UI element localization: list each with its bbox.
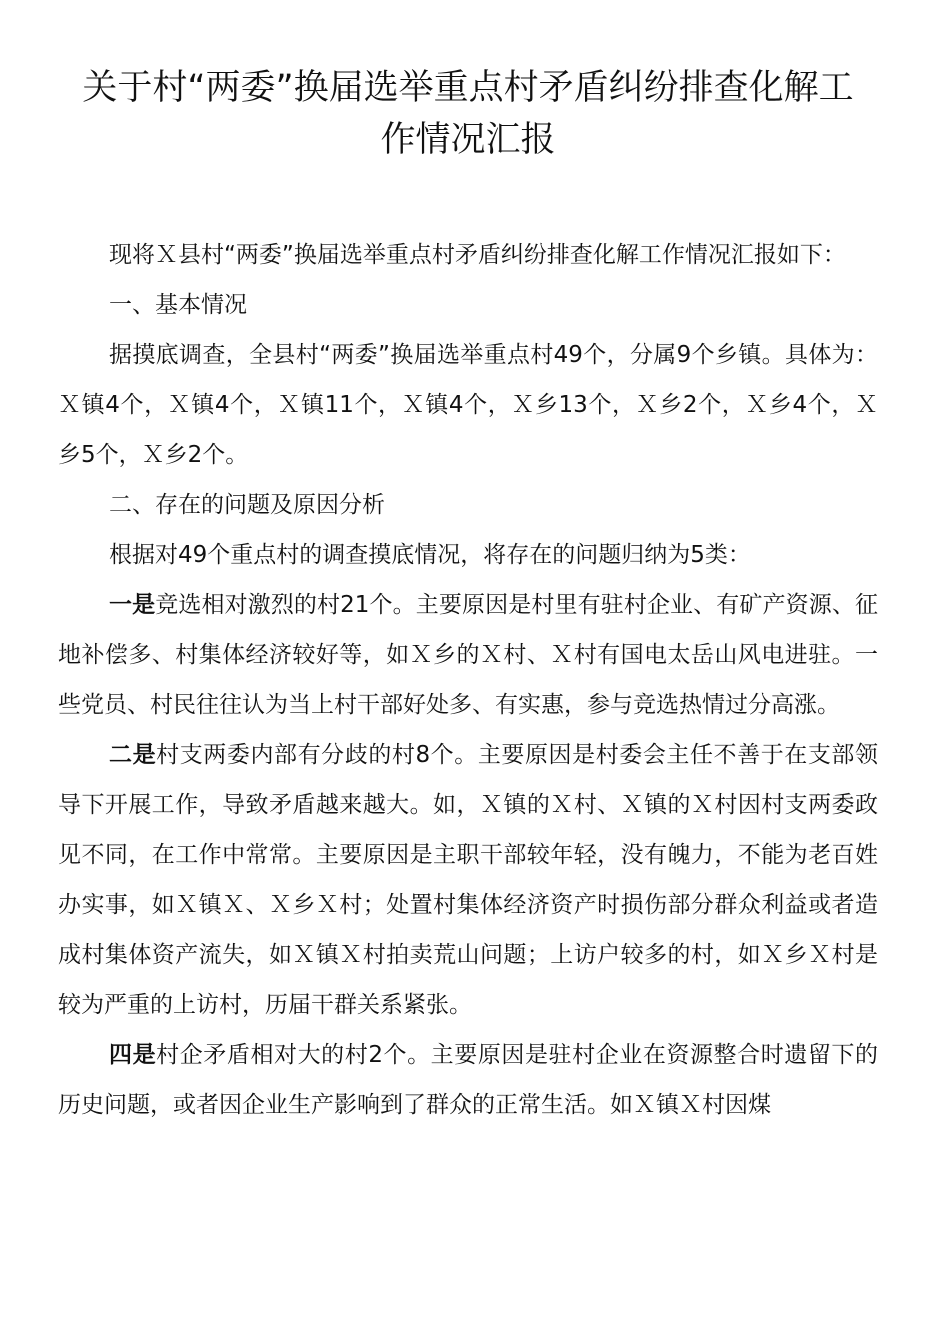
document-title [58, 62, 878, 166]
problem-item-2-text: 村支两委内部有分歧的村8个。主要原因是村委会主任不善于在支部领导下开展工作，导致矛盾越来越大。如，Ｘ镇的Ｘ村、Ｘ镇的Ｘ村因村支两委政见不同，在工作中常常。主要原因是主职干部较年轻，没有魄力，不能为老百姓办实事，如Ｘ镇Ｘ、Ｘ乡Ｘ村；处置村集体经济资产时损伤部分群众利益或者造成村集体资产流失，如Ｘ镇Ｘ村拍卖荒山问题；上访户较多的村，如Ｘ乡Ｘ村是较为严重的上访村，历届干群关系紧张。 [58, 742, 879, 1018]
document-body [58, 230, 878, 1130]
problem-item-4-text: 村企矛盾相对大的村2个。主要原因是驻村企业在资源整合时遗留下的历史问题，或者因企业生产影响到了群众的正常生活。如Ｘ镇Ｘ村因煤 [58, 1042, 879, 1118]
section-heading-basic: 一、基本情况 [109, 292, 247, 318]
problem-item-1 [58, 580, 878, 730]
problem-item-4 [58, 1030, 878, 1130]
title-line-2: 作情况汇报 [380, 120, 556, 160]
title-line-1: 关于村“两委”换届选举重点村矛盾纠纷排查化解工 [82, 68, 854, 108]
section-heading-problems: 二、存在的问题及原因分析 [109, 492, 385, 518]
problems-intro-paragraph: 根据对49个重点村的调查摸底情况，将存在的问题归纳为5类： [109, 542, 751, 568]
problem-item-2 [58, 730, 878, 1030]
problem-item-1-text: 竞选相对激烈的村21个。主要原因是村里有驻村企业、有矿产资源、征地补偿多、村集体经济较好等，如Ｘ乡的Ｘ村、Ｘ村有国电太岳山风电进驻。一些党员、村民往往认为当上村干部好处多、有实惠，参与竞选热情过分高涨。 [58, 592, 878, 718]
problem-item-2-lead: 二是 [109, 742, 157, 768]
intro-paragraph: 现将Ｘ县村“两委”换届选举重点村矛盾纠纷排查化解工作情况汇报如下： [109, 242, 846, 268]
problem-item-4-lead: 四是 [109, 1042, 157, 1068]
basic-situation-paragraph: 据摸底调查，全县村“两委”换届选举重点村49个，分属9个乡镇。具体为：Ｘ镇4个，Ｘ镇4个，Ｘ镇11个，Ｘ镇4个，Ｘ乡13个，Ｘ乡2个，Ｘ乡4个，Ｘ乡5个，Ｘ乡2个。 [58, 342, 878, 468]
problem-item-1-lead: 一是 [109, 592, 156, 618]
